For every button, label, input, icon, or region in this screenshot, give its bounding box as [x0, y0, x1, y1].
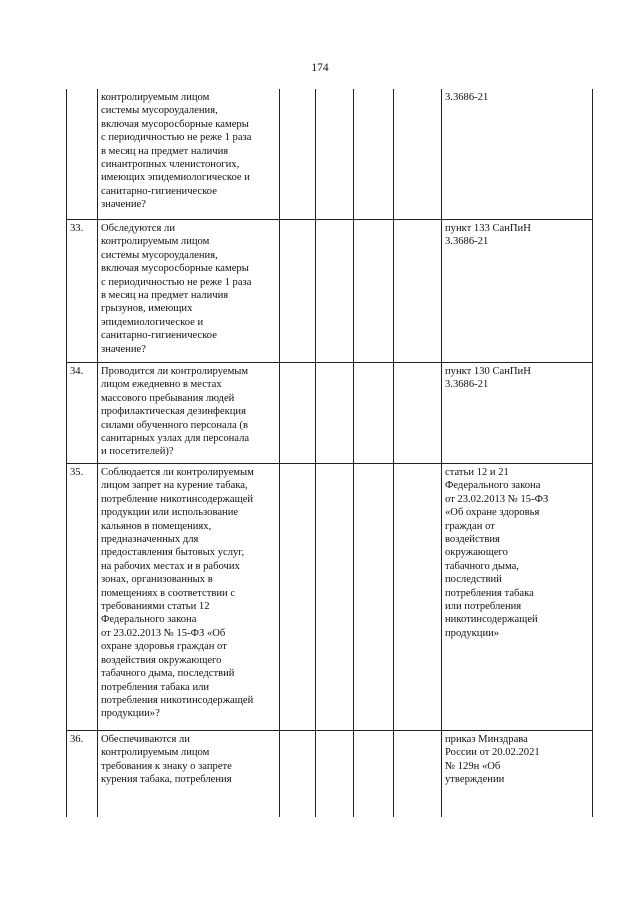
row-question: контролируемым лицом системы мусороудаления, включая мусоросборные камеры с периодичностью не реже 1 раза в месяц на предмет наличия синантропных членистоногих, имеющих эпидемиологическое и санитарно-гигиеническое значение?: [98, 89, 280, 220]
row-number: 33.: [67, 220, 98, 363]
row-number: [67, 89, 98, 220]
table-row: [67, 464, 593, 731]
row-question: Обеспечиваются ли контролируемым лицом требования к знаку о запрете курения табака, потребления: [98, 731, 280, 818]
answer-cell: [280, 220, 316, 363]
answer-cell: [316, 731, 354, 818]
table-row: [67, 220, 593, 363]
answer-cell: [394, 89, 442, 220]
row-question: Проводится ли контролируемым лицом ежедневно в местах массового пребывания людей профилактическая дезинфекция силами обученного персонала (в санитарных узлах для персонала и посетителей)?: [98, 363, 280, 464]
row-reference: пункт 133 СанПиН 3.3686-21: [442, 220, 593, 363]
row-number: 36.: [67, 731, 98, 818]
table-row: [67, 363, 593, 464]
answer-cell: [280, 464, 316, 731]
answer-cell: [394, 363, 442, 464]
checklist-table: [66, 89, 593, 817]
answer-cell: [354, 363, 394, 464]
table-row: [67, 89, 593, 220]
row-reference: статьи 12 и 21 Федерального закона от 23.02.2013 № 15-ФЗ «Об охране здоровья граждан от воздействия окружающего табачного дыма, последствий потребления табака или потребления никотинсодержащей продукции»: [442, 464, 593, 731]
row-number: 35.: [67, 464, 98, 731]
row-reference: приказ Минздрава России от 20.02.2021 № 129н «Об утверждении: [442, 731, 593, 818]
answer-cell: [354, 220, 394, 363]
row-reference: пункт 130 СанПиН 3.3686-21: [442, 363, 593, 464]
page-number: 174: [311, 62, 329, 74]
answer-cell: [354, 731, 394, 818]
answer-cell: [354, 464, 394, 731]
row-number: 34.: [67, 363, 98, 464]
answer-cell: [316, 464, 354, 731]
answer-cell: [280, 89, 316, 220]
row-question: Соблюдается ли контролируемым лицом запрет на курение табака, потребление никотинсодержащей продукции или использование кальянов в помещениях, предназначенных для предоставления бытовых услуг, на рабочих местах и в рабочих зонах, организованных в помещениях в соответствии с требованиями статьи 12 Федерального закона от 23.02.2013 № 15-ФЗ «Об охране здоровья граждан от воздействия окружающего табачного дыма, последствий потребления табака или потребления никотинсодержащей продукции»?: [98, 464, 280, 731]
answer-cell: [280, 363, 316, 464]
answer-cell: [316, 89, 354, 220]
answer-cell: [354, 89, 394, 220]
answer-cell: [394, 464, 442, 731]
answer-cell: [280, 731, 316, 818]
answer-cell: [316, 220, 354, 363]
table-row: [67, 731, 593, 818]
answer-cell: [316, 363, 354, 464]
row-question: Обследуются ли контролируемым лицом системы мусороудаления, включая мусоросборные камеры с периодичностью не реже 1 раза в месяц на предмет наличия грызунов, имеющих эпидемиологическое и санитарно-гигиеническое значение?: [98, 220, 280, 363]
answer-cell: [394, 220, 442, 363]
row-reference: 3.3686-21: [442, 89, 593, 220]
answer-cell: [394, 731, 442, 818]
